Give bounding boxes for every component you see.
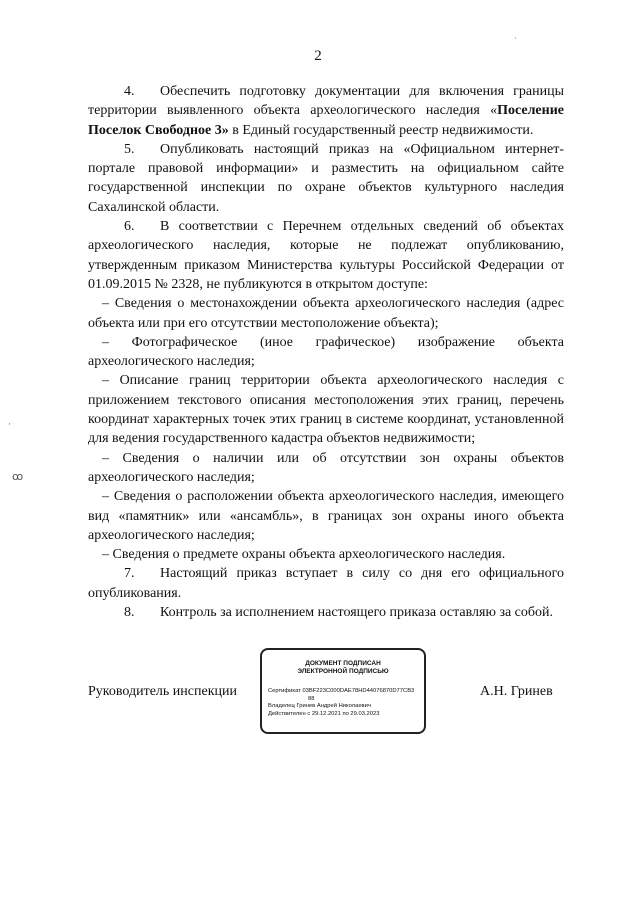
item-4-suffix: в Единый государственный реестр недвижимости.	[228, 122, 534, 138]
scan-artifact: ·	[514, 34, 517, 43]
stamp-certificate-value: 03BF223C000DAE78HD44076870D77CB3	[302, 688, 415, 694]
stamp-validity	[268, 711, 418, 719]
item-number-5: 5.	[124, 141, 135, 157]
list-item: – Сведения о предмете охраны объекта археологического наследия.	[102, 547, 506, 563]
stamp-certificate-continued: 88	[308, 695, 315, 702]
item-6-text: В соответствии с Перечнем отдельных сведений об объектах археологического наследия, которые не подлежат опубликованию, утвержденным приказом Министерства культуры Российской Федерации от 01.09.2015 № 2328, не публикуются в открытом доступе:	[88, 219, 564, 292]
signer-title: Руководитель инспекции	[88, 684, 237, 699]
paragraph-item-7	[88, 564, 564, 603]
item-number-4: 4.	[124, 84, 135, 99]
paragraph-item-8	[88, 603, 564, 622]
item-number-6: 6.	[124, 219, 135, 235]
list-item: – Сведения о расположении объекта археологического наследия, имеющего вид «памятник» или «ансамбль», в границах зон охраны иного объекта археологического наследия;	[88, 489, 564, 543]
item-8-text: Контроль за исполнением настоящего приказа оставляю за собой.	[160, 605, 554, 621]
stamp-header-line-2: ЭЛЕКТРОННОЙ ПОДПИСЬЮ	[297, 668, 389, 675]
document-body	[88, 82, 564, 622]
list-item: – Сведения о наличии или об отсутствии зон охраны объектов археологического наследия;	[88, 450, 564, 485]
stamp-owner	[268, 703, 418, 711]
list-item: – Сведения о местонахождении объекта археологического наследия (адрес объекта или при его отсутствии местоположение объекта);	[88, 296, 564, 331]
stamp-owner-value: Гринев Андрей Николаевич	[296, 703, 371, 709]
stamp-valid-value: с 29.12.2021 по 29.03.2023	[307, 710, 380, 717]
page-number: 2	[314, 48, 322, 64]
item-number-8: 8.	[124, 605, 135, 621]
stamp-certificate-label: Сертификат	[268, 688, 301, 694]
object-name-bold: Поселение Поселок Свободное 3»	[88, 103, 564, 138]
paragraph-item-5	[88, 140, 564, 217]
electronic-signature-stamp	[260, 648, 426, 734]
paragraph-item-6	[88, 217, 564, 294]
scan-artifact: ꝏ	[12, 470, 24, 483]
stamp-valid-label: Действителен	[268, 710, 306, 717]
stamp-certificate	[268, 688, 418, 696]
paragraph-item-4	[88, 82, 564, 140]
stamp-header-line-1: ДОКУМЕНТ ПОДПИСАН	[305, 660, 381, 667]
signer-name: А.Н. Гринев	[480, 684, 553, 699]
item-number-7: 7.	[124, 566, 135, 582]
stamp-owner-label: Владелец	[268, 703, 295, 709]
item-7-text: Настоящий приказ вступает в силу со дня его официального опубликования.	[88, 566, 564, 601]
list-item: – Фотографическое (иное графическое) изображение объекта археологического наследия;	[88, 334, 564, 370]
item-5-text: Опубликовать настоящий приказ на «Официальном интернет-портале правовой информации» и разместить на официальном сайте государственной инспекции по охране объектов культурного наследия Сахалинской области.	[88, 141, 564, 215]
list-item: – Описание границ территории объекта археологического наследия с приложением текстового описания местоположения этих границ, перечень координат характерных точек этих границ в системе координат, установленной для ведения государственного кадастра объектов недвижимости;	[88, 373, 564, 447]
item-4-text: Обеспечить подготовку документации для включения границы территории выявленного объекта археологического наследия «	[88, 84, 564, 119]
scan-artifact: ·	[8, 420, 11, 430]
